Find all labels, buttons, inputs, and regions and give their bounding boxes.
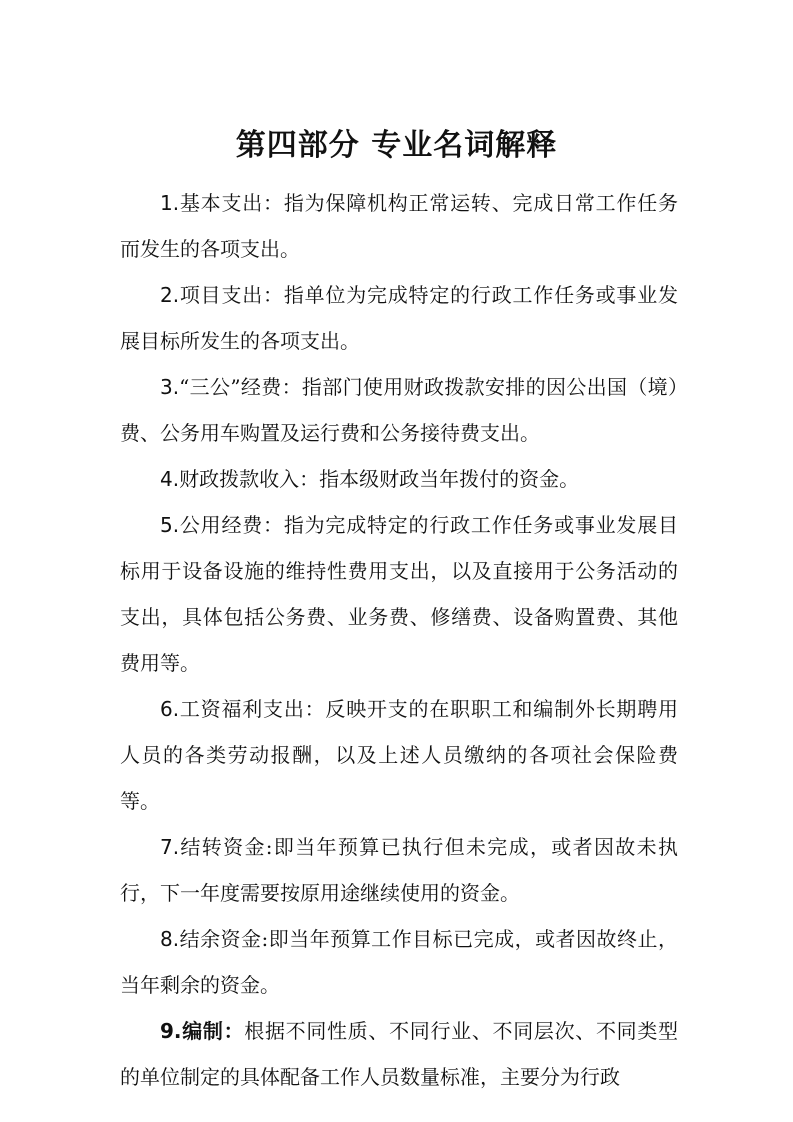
item-definition: 指部门使用财政拨款安排的因公出国（境）费、公务用车购置及运行费和公务接待费支出。 xyxy=(120,375,679,445)
item-term: “三公”经费： xyxy=(179,375,302,399)
item-definition: 指本级财政当年拨付的资金。 xyxy=(319,467,580,491)
item-term: 公用经费： xyxy=(179,513,284,537)
item-term: 项目支出： xyxy=(179,283,284,307)
item-definition: 即当年预算工作目标已完成，或者因故终止，当年剩余的资金。 xyxy=(120,927,678,997)
item-number: 8. xyxy=(160,927,180,951)
item-term: 基本支出： xyxy=(179,191,284,215)
item-term: 结转资金: xyxy=(179,835,273,859)
item-definition: 指单位为完成特定的行政工作任务或事业发展目标所发生的各项支出。 xyxy=(120,283,679,353)
item-term: 结余资金: xyxy=(179,927,269,951)
item-number: 6. xyxy=(160,697,180,721)
glossary-item-carryover-funds xyxy=(120,824,678,916)
item-definition: 指为保障机构正常运转、完成日常工作任务而发生的各项支出。 xyxy=(120,191,679,261)
item-number: 7. xyxy=(160,835,180,859)
item-term: 编制： xyxy=(181,1019,245,1043)
glossary-item-surplus-funds xyxy=(120,916,678,1008)
item-definition: 即当年预算已执行但未完成，或者因故未执行，下一年度需要按原用途继续使用的资金。 xyxy=(120,835,678,905)
glossary-item-basic-expenditure xyxy=(120,180,678,272)
item-definition: 根据不同性质、不同行业、不同层次、不同类型的单位制定的具体配备工作人员数量标准，主要分为行政 xyxy=(120,1019,679,1089)
glossary-item-public-funds xyxy=(120,502,678,686)
item-number: 1. xyxy=(160,191,180,215)
item-term: 工资福利支出： xyxy=(179,697,326,721)
item-number: 4. xyxy=(160,467,180,491)
item-number: 5. xyxy=(160,513,180,537)
item-number: 3. xyxy=(160,375,180,399)
item-number: 2. xyxy=(160,283,180,307)
glossary-list xyxy=(120,180,678,1100)
glossary-item-staffing-quota xyxy=(120,1008,678,1100)
item-number: 9. xyxy=(160,1019,182,1043)
item-term: 财政拨款收入： xyxy=(179,467,320,491)
glossary-item-three-public-funds xyxy=(120,364,678,456)
page-title: 第四部分 专业名词解释 xyxy=(235,128,558,163)
item-definition: 指为完成特定的行政工作任务或事业发展目标用于设备设施的维持性费用支出，以及直接用于公务活动的支出，具体包括公务费、业务费、修缮费、设备购置费、其他费用等。 xyxy=(120,513,679,675)
glossary-item-fiscal-appropriation-income xyxy=(120,456,678,502)
glossary-item-wages-welfare-expenditure xyxy=(120,686,678,824)
glossary-item-project-expenditure xyxy=(120,272,678,364)
item-definition: 反映开支的在职职工和编制外长期聘用人员的各类劳动报酬，以及上述人员缴纳的各项社会保险费等。 xyxy=(120,697,679,813)
